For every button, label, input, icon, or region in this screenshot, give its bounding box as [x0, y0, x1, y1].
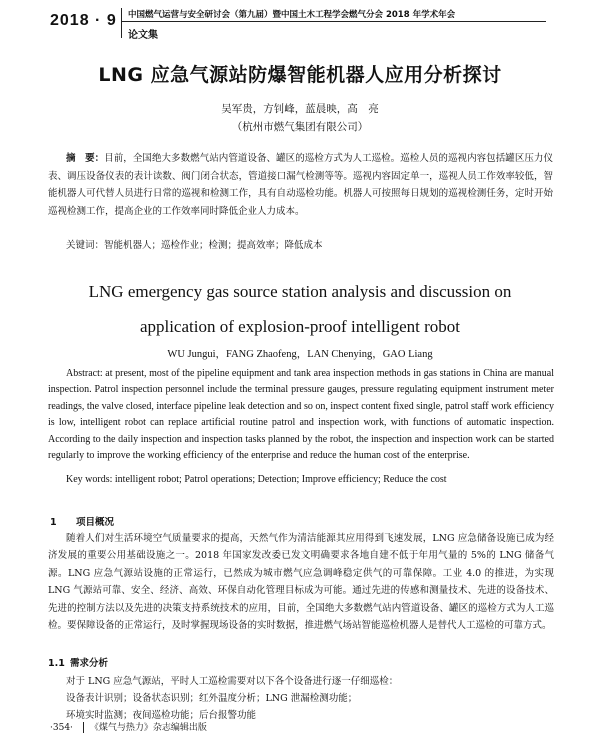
title-cn: LNG 应急气源站防爆智能机器人应用分析探讨: [98, 64, 502, 86]
abstract-cn: [48, 150, 553, 220]
section-number: 1: [50, 517, 57, 528]
keywords-cn-text: 智能机器人；巡检作业；检测；提高效率；降低成本: [104, 240, 323, 251]
authors-en: WU Jungui，FANG Zhaofeng，LAN Chenying，GAO Liang: [167, 349, 433, 360]
abstract-cn-text: 目前，全国绝大多数燃气站内管道设备、罐区的巡检方式为人工巡检。巡检人员的巡视内容包括罐区压力仪表、调压设备仪表的表计读数、阀门闭合状态，管道接口漏气检测等等。巡视内容固定单一，巡视人员工作效率较低，智能机器人可代替人员进行日常的巡视和检测工作，具有自动巡检功能。机器人可按照每日规划的巡视检测任务，定时开始巡视检测工作，提高企业的工作效率同时降低企业人力成本。: [48, 153, 553, 217]
requirement-line: 对于 LNG 应急气源站，平时人工巡检需要对以下各个设备进行逐一仔细巡检：: [66, 676, 399, 687]
header-year-issue: 2018 · 9: [50, 12, 117, 29]
header-conference: 中国燃气运营与安全研讨会（第九届）暨中国土木工程学会燃气分会 2018 年学术年会: [128, 10, 456, 20]
abstract-en: [48, 366, 554, 464]
authors-cn: 吴军贵，方钊峰，蓝晨映，高 亮: [221, 103, 379, 115]
subsection-title: 需求分析: [70, 658, 109, 669]
title-en-line2: application of explosion-proof intelligent robot: [139, 317, 461, 336]
title-en-line1: LNG emergency gas source station analysis and discussion on: [88, 282, 512, 301]
header-section: 论文集: [128, 30, 158, 41]
keywords-en-text: intelligent robot; Patrol operations; Detection; Improve efficiency; Reduce the cost: [112, 474, 447, 485]
subsection-heading: [48, 655, 108, 669]
section-heading: [50, 514, 114, 528]
keywords-cn-label: 关键词：: [66, 240, 105, 251]
keywords-cn: [66, 237, 556, 251]
page-number: ·354·: [50, 723, 73, 733]
requirement-line: 环境实时监测；夜间巡检功能；后台报警功能: [66, 710, 257, 721]
requirement-line: 设备表计识别；设备状态识别；红外温度分析；LNG 泄漏检测功能；: [66, 693, 358, 704]
keywords-en-label: Key words:: [66, 474, 113, 485]
abstract-cn-label: 摘 要：: [66, 153, 105, 164]
abstract-en-label: Abstract:: [66, 368, 103, 379]
header-divider: [122, 21, 546, 22]
abstract-en-text: at present, most of the pipeline equipment and tank area inspection methods in gas stations in China are manual inspection. Patrol inspection personnel include the terminal pressure gauges, pressure regulating equipment instrument meter readings, the valve closed, interface pipeline leak detection and so on, inspect content fixed single, patrol staff work efficiency is low, intelligent robot can replace artificial routine patrol and inspection work, with functions of automatic inspection. According to the daily inspection and inspection tasks planned by the robot, the inspection and inspection work can be started regularly to improve the working efficiency of the enterprise and reduce the human cost of the enterprise.: [48, 368, 554, 462]
section-title: 项目概况: [76, 517, 115, 528]
affiliation-cn: （杭州市燃气集团有限公司）: [231, 121, 369, 133]
keywords-en: [66, 474, 556, 485]
subsection-number: 1.1: [48, 658, 65, 669]
header-divider-vertical: [121, 8, 122, 38]
section-paragraph: 随着人们对生活环境空气质量要求的提高，天然气作为清洁能源其应用得到飞速发展，LNG 应急储备设施已成为经济发展的重要公用基础设施之一。2018 年国家发改委已发文明确要求各地自建不低于年用气量的 5%的 LNG 储备气源。LNG 应急气源站设施的正常运行，已然成为城市燃气应急调峰稳定供气的可靠保障。工业 4.0 的推进，为实现 LNG 气源站可靠、安全、经济、高效、环保自动化管理目标成为可能。通过先进的传感和测量技术、先进的设备技术、先进的控制方法以及先进的决策支持系统技术的应用，目前，全国绝大多数燃气站内管道设备、罐区的巡检方式为人工巡检。要保障设备的正常运行，及时掌握现场设备的实时数据，推进燃气场站智能巡检机器人是替代人工巡检的可靠方式。: [48, 533, 554, 632]
journal-name: 《煤气与热力》杂志编辑出版: [89, 723, 207, 733]
footer-divider: [83, 722, 84, 733]
page-footer: [50, 720, 207, 733]
